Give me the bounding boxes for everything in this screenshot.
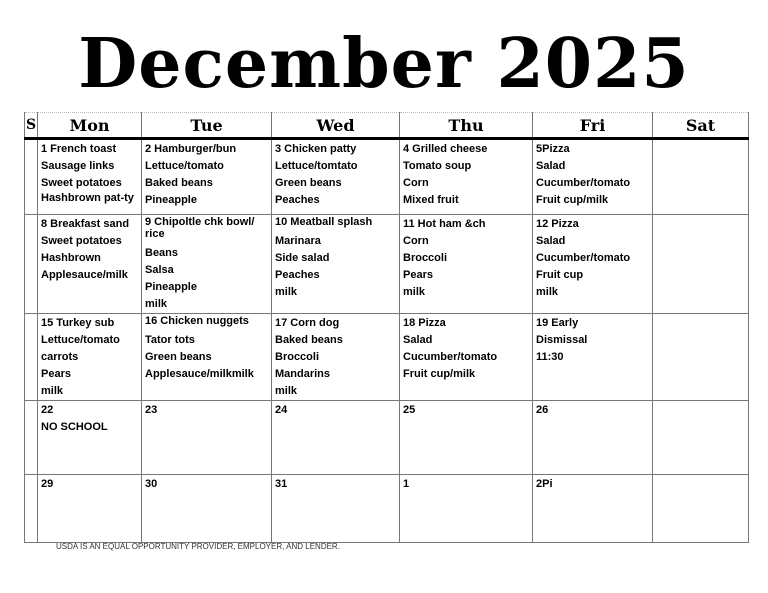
day-cell-mon bbox=[38, 215, 142, 314]
menu-calendar-table bbox=[24, 112, 749, 543]
day-cell-sun bbox=[25, 139, 38, 215]
menu-item: Green beans bbox=[275, 177, 342, 189]
header-tue: Tue bbox=[142, 113, 272, 139]
day-cell-sun bbox=[25, 475, 38, 543]
menu-item: Cucumber/tomato bbox=[403, 351, 498, 363]
day-cell-tue bbox=[142, 401, 272, 475]
menu-item: Pears bbox=[403, 269, 433, 281]
menu-item: Hashbrown bbox=[41, 252, 101, 264]
menu-item: Corn bbox=[403, 177, 429, 189]
menu-item: milk bbox=[536, 286, 559, 298]
day-cell-fri bbox=[533, 475, 653, 543]
menu-item: Baked beans bbox=[145, 177, 213, 189]
day-cell-thu bbox=[400, 314, 533, 401]
day-date-entry: 19 Early bbox=[536, 317, 579, 329]
menu-item: Peaches bbox=[275, 269, 320, 281]
menu-item: Pears bbox=[41, 368, 71, 380]
menu-item: Beans bbox=[145, 247, 179, 259]
week-row bbox=[25, 401, 749, 475]
menu-item: Green beans bbox=[145, 351, 212, 363]
menu-item: Pineapple bbox=[145, 194, 197, 206]
day-cell-fri bbox=[533, 139, 653, 215]
day-date-entry: 11 Hot ham &ch bbox=[403, 218, 486, 230]
menu-item: Tator tots bbox=[145, 334, 195, 346]
menu-item: Hashbrown pat-ty bbox=[41, 192, 134, 204]
menu-item: Tomato soup bbox=[403, 160, 472, 172]
day-cell-fri bbox=[533, 401, 653, 475]
day-cell-thu bbox=[400, 401, 533, 475]
usda-footnote: USDA IS AN EQUAL OPPORTUNITY PROVIDER, EMPLOYER, AND LENDER. bbox=[56, 542, 340, 551]
menu-item: Cucumber/tomato bbox=[536, 252, 631, 264]
menu-item: Fruit cup bbox=[536, 269, 584, 281]
day-cell-mon bbox=[38, 401, 142, 475]
day-cell-sat bbox=[653, 215, 749, 314]
menu-item: milk bbox=[403, 286, 426, 298]
day-date-entry: 30 bbox=[145, 478, 158, 490]
day-date-entry: 8 Breakfast sand bbox=[41, 218, 130, 230]
day-date-entry: 1 French toast bbox=[41, 143, 117, 155]
day-cell-fri bbox=[533, 215, 653, 314]
day-cell-thu bbox=[400, 475, 533, 543]
week-row bbox=[25, 475, 749, 543]
day-cell-sat bbox=[653, 401, 749, 475]
menu-item: Salad bbox=[536, 160, 566, 172]
day-cell-mon bbox=[38, 475, 142, 543]
day-cell-wed bbox=[272, 401, 400, 475]
menu-item: Lettuce/tomtato bbox=[275, 160, 358, 172]
menu-item: Marinara bbox=[275, 235, 321, 247]
day-cell-mon bbox=[38, 314, 142, 401]
header-fri: Fri bbox=[533, 113, 653, 139]
menu-item: Sweet potatoes bbox=[41, 235, 122, 247]
day-date-entry: 16 Chicken nuggets bbox=[145, 315, 249, 327]
day-date-entry: 2 Hamburger/bun bbox=[145, 143, 237, 155]
day-cell-thu bbox=[400, 215, 533, 314]
day-date-entry: 5Pizza bbox=[536, 143, 570, 155]
menu-item: Side salad bbox=[275, 252, 330, 264]
day-cell-tue bbox=[142, 314, 272, 401]
calendar-title: December 2025 bbox=[78, 24, 690, 104]
menu-item: milk bbox=[275, 286, 298, 298]
menu-item: Mixed fruit bbox=[403, 194, 459, 206]
menu-item: 11:30 bbox=[536, 351, 564, 363]
menu-item: Sausage links bbox=[41, 160, 115, 172]
day-date-entry: 22 bbox=[41, 404, 54, 416]
menu-item: milk bbox=[145, 298, 168, 310]
day-cell-tue bbox=[142, 475, 272, 543]
day-cell-fri bbox=[533, 314, 653, 401]
week-row bbox=[25, 215, 749, 314]
menu-item: Salad bbox=[403, 334, 433, 346]
day-cell-sat bbox=[653, 139, 749, 215]
menu-item: carrots bbox=[41, 351, 79, 363]
day-cell-wed bbox=[272, 139, 400, 215]
week-row bbox=[25, 139, 749, 215]
day-date-entry: 4 Grilled cheese bbox=[403, 143, 488, 155]
day-cell-mon bbox=[38, 139, 142, 215]
day-cell-tue bbox=[142, 139, 272, 215]
day-cell-sun bbox=[25, 314, 38, 401]
menu-item: Salad bbox=[536, 235, 566, 247]
day-cell-wed bbox=[272, 475, 400, 543]
menu-item: Mandarins bbox=[275, 368, 331, 380]
menu-item: Cucumber/tomato bbox=[536, 177, 631, 189]
day-cell-wed bbox=[272, 314, 400, 401]
menu-item: Applesauce/milkmilk bbox=[145, 368, 254, 380]
menu-item: Corn bbox=[403, 235, 429, 247]
day-date-entry: 15 Turkey sub bbox=[41, 317, 115, 329]
day-cell-sat bbox=[653, 475, 749, 543]
day-date-entry: 17 Corn dog bbox=[275, 317, 340, 329]
menu-item: Broccoli bbox=[403, 252, 448, 264]
day-cell-sun bbox=[25, 215, 38, 314]
menu-item: Pineapple bbox=[145, 281, 197, 293]
menu-item: Lettuce/tomato bbox=[145, 160, 224, 172]
day-date-entry: 3 Chicken patty bbox=[275, 143, 357, 155]
day-date-entry: 25 bbox=[403, 404, 416, 416]
day-date-entry: 29 bbox=[41, 478, 54, 490]
day-cell-wed bbox=[272, 215, 400, 314]
menu-item: milk bbox=[275, 385, 298, 397]
header-sun: S bbox=[25, 113, 38, 139]
day-date-entry: 9 Chipoltle chk bowl/ rice bbox=[145, 216, 255, 240]
menu-item: Dismissal bbox=[536, 334, 588, 346]
menu-item: Lettuce/tomato bbox=[41, 334, 120, 346]
weekday-header-row bbox=[25, 113, 749, 139]
menu-item: Baked beans bbox=[275, 334, 343, 346]
day-date-entry: 18 Pizza bbox=[403, 317, 446, 329]
day-date-entry: 24 bbox=[275, 404, 288, 416]
header-mon: Mon bbox=[38, 113, 142, 139]
menu-item: milk bbox=[41, 385, 64, 397]
day-date-entry: 2Pi bbox=[536, 478, 553, 490]
menu-item: NO SCHOOL bbox=[41, 421, 108, 433]
day-date-entry: 1 bbox=[403, 478, 410, 490]
menu-item: Broccoli bbox=[275, 351, 320, 363]
menu-item: Applesauce/milk bbox=[41, 269, 128, 281]
calendar-body bbox=[25, 139, 749, 543]
day-cell-sun bbox=[25, 401, 38, 475]
day-date-entry: 23 bbox=[145, 404, 158, 416]
day-date-entry: 12 Pizza bbox=[536, 218, 579, 230]
day-date-entry: 31 bbox=[275, 478, 288, 490]
day-cell-sat bbox=[653, 314, 749, 401]
header-wed: Wed bbox=[272, 113, 400, 139]
menu-item: Fruit cup/milk bbox=[536, 194, 609, 206]
day-cell-tue bbox=[142, 215, 272, 314]
week-row bbox=[25, 314, 749, 401]
menu-item: Salsa bbox=[145, 264, 174, 276]
menu-item: Sweet potatoes bbox=[41, 177, 122, 189]
header-thu: Thu bbox=[400, 113, 533, 139]
header-sat: Sat bbox=[653, 113, 749, 139]
menu-item: Fruit cup/milk bbox=[403, 368, 476, 380]
day-date-entry: 10 Meatball splash bbox=[275, 216, 373, 228]
day-date-entry: 26 bbox=[536, 404, 549, 416]
day-cell-thu bbox=[400, 139, 533, 215]
menu-item: Peaches bbox=[275, 194, 320, 206]
